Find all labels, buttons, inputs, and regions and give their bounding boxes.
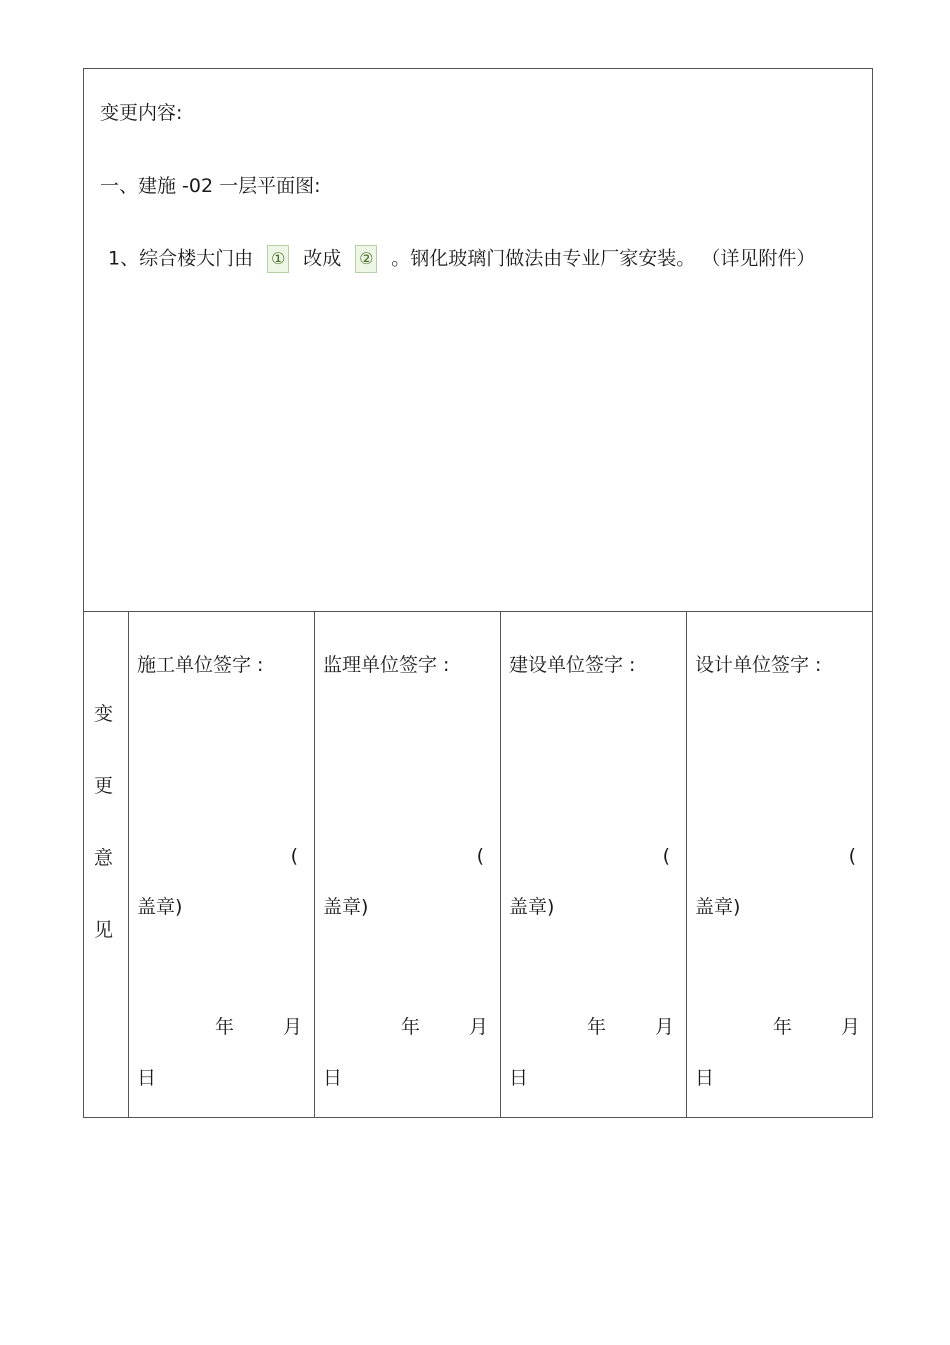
seal-paren-open: (	[848, 845, 856, 867]
seal-label: 盖章)	[695, 896, 741, 918]
year-label: 年	[401, 1016, 421, 1038]
month-label: 月	[654, 1016, 674, 1038]
opinion-label-char: 变	[94, 703, 114, 725]
signature-title: 施工单位签字 :	[137, 654, 264, 676]
month-label: 月	[840, 1016, 860, 1038]
day-label: 日	[695, 1067, 715, 1089]
marker-1-annotation[interactable]: ①	[267, 245, 289, 273]
content-heading: 变更内容:	[100, 102, 183, 124]
seal-label: 盖章)	[137, 896, 183, 918]
signature-cell-supervision[interactable]	[315, 612, 501, 1117]
seal-paren-open: (	[476, 845, 484, 867]
signature-cell-design[interactable]	[687, 612, 872, 1117]
opinion-label-char: 意	[94, 847, 114, 869]
opinion-label-char: 见	[94, 919, 114, 941]
change-form-table	[83, 68, 873, 1118]
opinion-label-cell	[84, 612, 129, 1117]
opinion-label-char: 更	[94, 775, 114, 797]
month-label: 月	[468, 1016, 488, 1038]
marker-2-annotation[interactable]: ②	[355, 245, 377, 273]
signature-title: 设计单位签字 :	[695, 654, 822, 676]
item-suffix: 。钢化玻璃门做法由专业厂家安装。 （详见附件）	[391, 247, 816, 270]
item-middle: 改成	[303, 247, 342, 270]
day-label: 日	[323, 1067, 343, 1089]
signature-row	[84, 612, 872, 1117]
seal-label: 盖章)	[509, 896, 555, 918]
year-label: 年	[773, 1016, 793, 1038]
signature-cell-construction[interactable]	[129, 612, 315, 1117]
day-label: 日	[509, 1067, 529, 1089]
item-prefix: 1、综合楼大门由	[108, 247, 254, 270]
seal-paren-open: (	[290, 845, 298, 867]
section-title: 一、建施 -02 一层平面图:	[100, 175, 321, 197]
signature-cell-owner[interactable]	[501, 612, 687, 1117]
seal-label: 盖章)	[323, 896, 369, 918]
day-label: 日	[137, 1067, 157, 1089]
change-content-cell	[84, 69, 872, 612]
signature-title: 监理单位签字 :	[323, 654, 450, 676]
month-label: 月	[282, 1016, 302, 1038]
year-label: 年	[587, 1016, 607, 1038]
signature-title: 建设单位签字 :	[509, 654, 636, 676]
seal-paren-open: (	[662, 845, 670, 867]
year-label: 年	[215, 1016, 235, 1038]
change-item-1	[108, 245, 815, 273]
